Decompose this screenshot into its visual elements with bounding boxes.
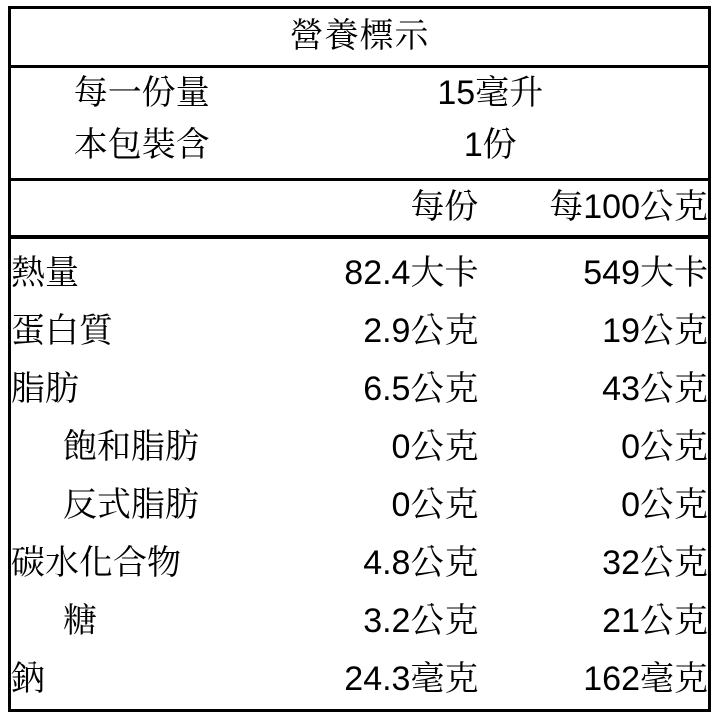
nutrient-per-serving: 0公克 bbox=[391, 486, 479, 525]
nutrient-name: 碳水化合物 bbox=[11, 544, 181, 583]
table-row bbox=[10, 651, 710, 711]
column-header-per-serving: 每份 bbox=[273, 180, 479, 238]
nutrient-per-serving: 4.8公克 bbox=[363, 544, 479, 583]
nutrient-name: 反式脂肪 bbox=[63, 486, 199, 525]
nutrient-name: 脂肪 bbox=[11, 370, 79, 409]
nutrient-per-100g: 0公克 bbox=[621, 428, 708, 467]
column-header-row bbox=[10, 180, 710, 238]
package-contains-row bbox=[10, 120, 710, 180]
nutrient-per-serving: 6.5公克 bbox=[363, 370, 479, 409]
nutrition-facts-table bbox=[8, 6, 711, 712]
table-row bbox=[10, 535, 710, 593]
table-row bbox=[10, 303, 710, 361]
table-row bbox=[10, 419, 710, 477]
nutrient-name: 鈉 bbox=[11, 660, 45, 699]
label-title: 營養標示 bbox=[10, 8, 710, 67]
column-header-name bbox=[10, 180, 273, 238]
nutrient-per-100g: 21公克 bbox=[602, 602, 708, 641]
nutrient-per-100g: 19公克 bbox=[602, 312, 708, 351]
nutrient-per-100g: 162毫克 bbox=[583, 660, 708, 699]
column-header-per-100g: 每100公克 bbox=[478, 180, 709, 238]
serving-size-row bbox=[10, 67, 710, 121]
serving-size-value: 15毫升 bbox=[437, 74, 544, 113]
nutrient-name: 蛋白質 bbox=[11, 312, 113, 351]
nutrient-name: 飽和脂肪 bbox=[63, 428, 199, 467]
serving-size-label: 每一份量 bbox=[73, 74, 210, 113]
nutrient-per-100g: 0公克 bbox=[621, 486, 708, 525]
table-row bbox=[10, 593, 710, 651]
nutrient-name: 糖 bbox=[63, 602, 97, 641]
table-row bbox=[10, 237, 710, 303]
nutrient-per-serving: 24.3毫克 bbox=[344, 660, 479, 699]
nutrient-per-serving: 0公克 bbox=[391, 428, 479, 467]
nutrient-name: 熱量 bbox=[11, 254, 79, 293]
nutrient-per-100g: 549大卡 bbox=[583, 254, 708, 293]
package-contains-value: 1份 bbox=[273, 120, 710, 180]
table-row bbox=[10, 361, 710, 419]
nutrient-per-100g: 32公克 bbox=[602, 544, 708, 583]
table-row bbox=[10, 477, 710, 535]
package-contains-label: 本包裝含 bbox=[10, 120, 273, 180]
nutrient-per-serving: 82.4大卡 bbox=[344, 254, 479, 293]
nutrient-per-serving: 3.2公克 bbox=[363, 602, 479, 641]
nutrient-per-100g: 43公克 bbox=[602, 370, 708, 409]
nutrient-per-serving: 2.9公克 bbox=[363, 312, 479, 351]
title-row bbox=[10, 8, 710, 67]
